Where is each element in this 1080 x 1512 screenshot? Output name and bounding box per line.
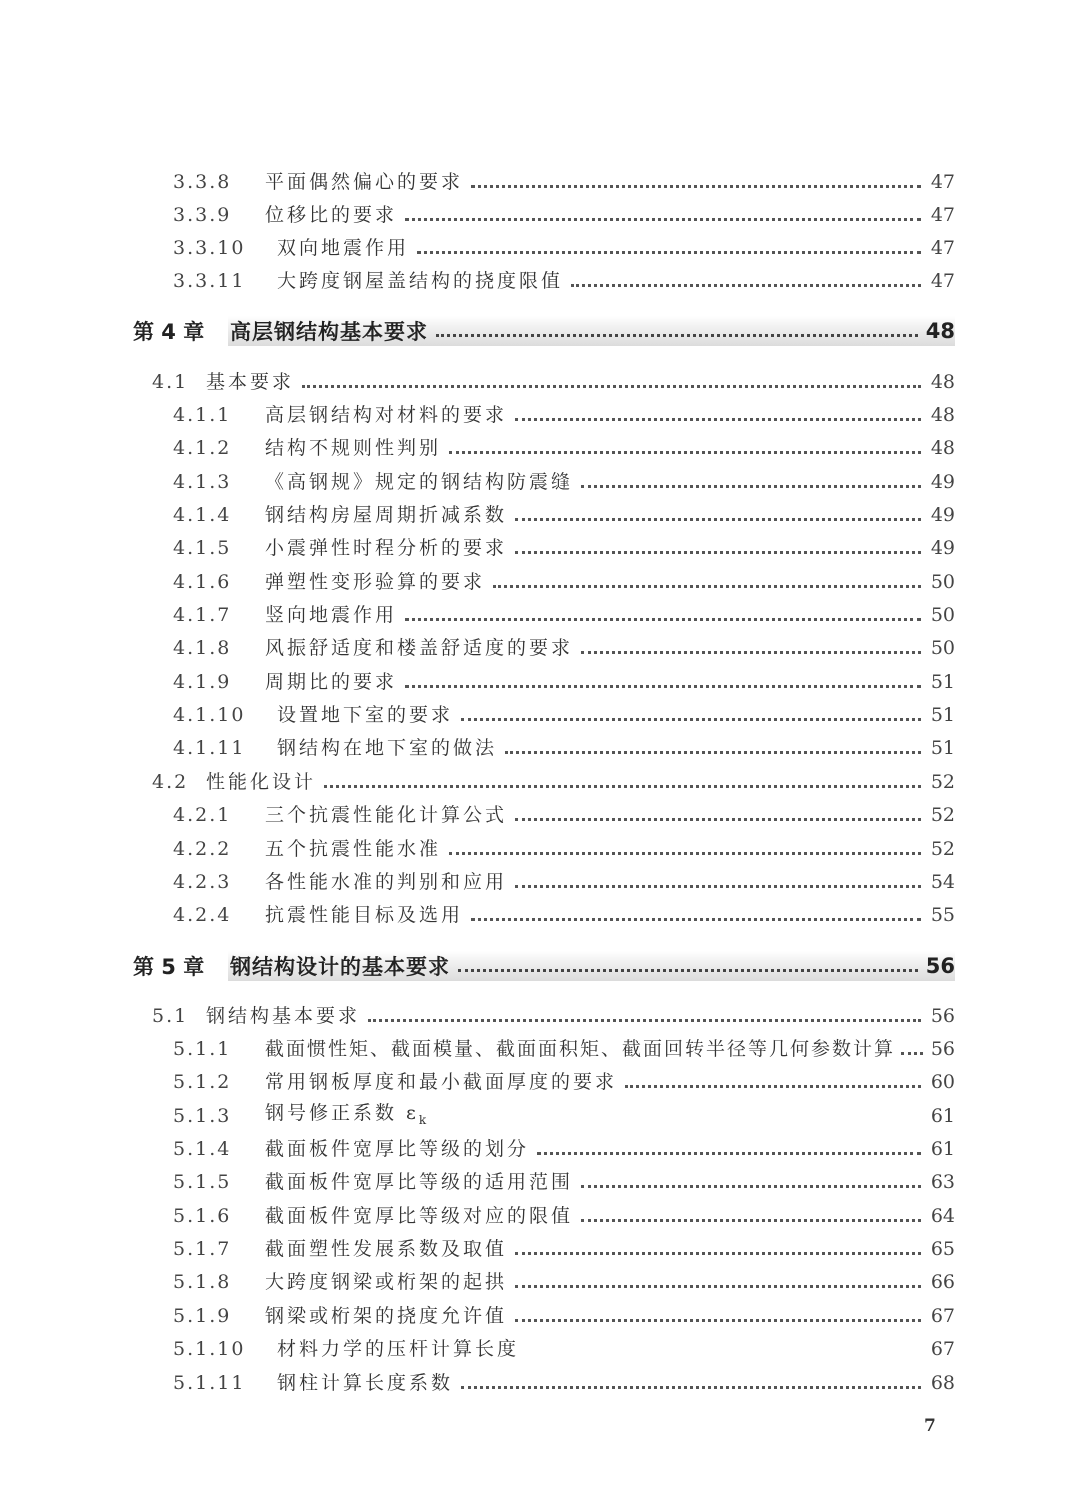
dot-leader xyxy=(581,1185,921,1188)
entry-number: 4.2.2 xyxy=(173,838,232,860)
entry-title: 截面板件宽厚比等级对应的限值 xyxy=(265,1205,574,1227)
chapter-title: 钢结构设计的基本要求 xyxy=(230,955,450,979)
entry-number: 4.1.10 xyxy=(173,704,246,726)
entry-title: 五个抗震性能水准 xyxy=(265,838,442,860)
entry-title: 常用钢板厚度和最小截面厚度的要求 xyxy=(265,1071,618,1093)
dot-leader xyxy=(449,451,921,454)
dot-leader xyxy=(581,1219,921,1222)
entry-page: 49 xyxy=(930,471,955,493)
toc-entry[interactable] xyxy=(173,567,955,597)
toc-section[interactable] xyxy=(152,1001,955,1031)
dot-leader xyxy=(515,418,921,421)
entry-page: 48 xyxy=(930,404,955,426)
entry-number: 4.1.8 xyxy=(173,637,232,659)
dot-leader xyxy=(405,618,921,621)
entry-number: 4.2.4 xyxy=(173,904,232,926)
entry-page: 61 xyxy=(930,1105,955,1127)
chapter-heading[interactable] xyxy=(133,316,955,346)
toc-entry[interactable] xyxy=(173,500,955,530)
entry-number: 4.1.6 xyxy=(173,571,232,593)
toc-entry[interactable] xyxy=(173,400,955,430)
entry-number: 5.1.9 xyxy=(173,1305,232,1327)
dot-leader xyxy=(461,1386,921,1389)
section-number: 4.2 xyxy=(152,771,189,793)
dot-leader xyxy=(437,1119,921,1122)
entry-page: 48 xyxy=(930,437,955,459)
entry-title: 大跨度钢梁或桁架的起拱 xyxy=(265,1271,508,1293)
entry-title: 风振舒适度和楼盖舒适度的要求 xyxy=(265,637,574,659)
dot-leader xyxy=(461,718,921,721)
entry-number: 5.1.2 xyxy=(173,1071,232,1093)
chapter-label: 第 4 章 xyxy=(133,320,205,344)
entry-title: 结构不规则性判别 xyxy=(265,437,442,459)
entry-number: 5.1.3 xyxy=(173,1105,232,1127)
entry-number: 4.1.4 xyxy=(173,504,232,526)
toc-entry[interactable] xyxy=(173,1234,955,1264)
dot-leader xyxy=(458,969,918,972)
toc-entry[interactable] xyxy=(173,1267,955,1297)
dot-leader xyxy=(493,585,921,588)
entry-page: 51 xyxy=(930,704,955,726)
entry-page: 52 xyxy=(930,838,955,860)
chapter-label: 第 5 章 xyxy=(133,955,205,979)
toc-entry[interactable] xyxy=(173,167,955,197)
section-title: 性能化设计 xyxy=(206,771,317,793)
toc-section[interactable] xyxy=(152,367,955,397)
entry-number: 4.1.1 xyxy=(173,404,232,426)
section-page: 56 xyxy=(930,1005,955,1027)
entry-page: 47 xyxy=(930,237,955,259)
toc-entry[interactable] xyxy=(173,600,955,630)
entry-page: 47 xyxy=(930,171,955,193)
dot-leader xyxy=(436,334,918,337)
entry-number: 3.3.10 xyxy=(173,237,246,259)
entry-number: 5.1.7 xyxy=(173,1238,232,1260)
toc-entry[interactable] xyxy=(173,633,955,663)
entry-number: 4.2.3 xyxy=(173,871,232,893)
section-page: 48 xyxy=(930,371,955,393)
entry-page: 66 xyxy=(930,1271,955,1293)
dot-leader xyxy=(324,785,921,788)
entry-title: 三个抗震性能化计算公式 xyxy=(265,804,508,826)
entry-title: 抗震性能目标及选用 xyxy=(265,904,464,926)
toc-entry[interactable] xyxy=(173,467,955,497)
entry-number: 4.1.2 xyxy=(173,437,232,459)
entry-page: 56 xyxy=(930,1038,955,1060)
toc-entry[interactable] xyxy=(173,1334,955,1364)
entry-title: 大跨度钢屋盖结构的挠度限值 xyxy=(277,270,564,292)
dot-leader xyxy=(405,218,921,221)
chapter-page: 48 xyxy=(925,319,955,343)
section-number: 5.1 xyxy=(152,1005,189,1027)
dot-leader xyxy=(471,185,921,188)
entry-title-text: 钢号修正系数 ε xyxy=(265,1101,419,1124)
entry-title: 钢结构在地下室的做法 xyxy=(277,737,498,759)
entry-page: 51 xyxy=(930,671,955,693)
chapter-title: 高层钢结构基本要求 xyxy=(230,320,428,344)
toc-entry[interactable] xyxy=(173,1134,955,1164)
toc-entry[interactable] xyxy=(173,1167,955,1197)
entry-title: 截面板件宽厚比等级的划分 xyxy=(265,1138,530,1160)
dot-leader xyxy=(515,518,921,521)
entry-number: 4.1.11 xyxy=(173,737,246,759)
entry-page: 65 xyxy=(930,1238,955,1260)
entry-page: 61 xyxy=(930,1138,955,1160)
entry-title: 平面偶然偏心的要求 xyxy=(265,171,464,193)
entry-number: 4.1.3 xyxy=(173,471,232,493)
dot-leader xyxy=(449,852,921,855)
entry-page: 68 xyxy=(930,1372,955,1394)
entry-title: 双向地震作用 xyxy=(277,237,410,259)
toc-entry[interactable] xyxy=(173,700,955,730)
entry-number: 4.2.1 xyxy=(173,804,232,826)
entry-page: 50 xyxy=(930,571,955,593)
entry-number: 4.1.9 xyxy=(173,671,232,693)
entry-title: 周期比的要求 xyxy=(265,671,398,693)
chapter-heading[interactable] xyxy=(133,951,955,981)
toc-entry[interactable] xyxy=(173,667,955,697)
entry-number: 5.1.11 xyxy=(173,1372,246,1394)
dot-leader xyxy=(515,1285,921,1288)
entry-title: 设置地下室的要求 xyxy=(277,704,454,726)
entry-title: 截面塑性发展系数及取值 xyxy=(265,1238,508,1260)
entry-title: 截面惯性矩、截面模量、截面面积矩、截面回转半径等几何参数计算 xyxy=(265,1038,896,1060)
toc-entry[interactable] xyxy=(173,1201,955,1231)
toc-entry[interactable] xyxy=(173,800,955,830)
toc-entry[interactable] xyxy=(173,834,955,864)
entry-title: 钢梁或桁架的挠度允许值 xyxy=(265,1305,508,1327)
entry-title: 钢柱计算长度系数 xyxy=(277,1372,454,1394)
dot-leader xyxy=(368,1019,921,1022)
entry-page: 64 xyxy=(930,1205,955,1227)
toc-entry[interactable] xyxy=(173,733,955,763)
entry-title: 位移比的要求 xyxy=(265,204,398,226)
dot-leader xyxy=(901,1052,923,1055)
entry-page: 52 xyxy=(930,804,955,826)
entry-page: 67 xyxy=(930,1305,955,1327)
dot-leader xyxy=(417,251,921,254)
chapter-band xyxy=(228,316,955,346)
entry-number: 5.1.6 xyxy=(173,1205,232,1227)
toc-entry[interactable] xyxy=(173,867,955,897)
entry-page: 50 xyxy=(930,637,955,659)
toc-entry[interactable] xyxy=(173,233,955,263)
entry-page: 49 xyxy=(930,537,955,559)
entry-number: 5.1.5 xyxy=(173,1171,232,1193)
entry-number: 5.1.1 xyxy=(173,1038,232,1060)
toc-section[interactable] xyxy=(152,767,955,797)
dot-leader xyxy=(527,1352,921,1355)
toc-entry[interactable] xyxy=(173,900,955,930)
entry-title xyxy=(249,1098,429,1135)
entry-number: 3.3.11 xyxy=(173,270,246,292)
toc-entry[interactable] xyxy=(173,1101,955,1131)
section-title: 钢结构基本要求 xyxy=(206,1005,361,1027)
entry-title: 钢结构房屋周期折减系数 xyxy=(265,504,508,526)
dot-leader xyxy=(515,818,921,821)
entry-number: 4.1.5 xyxy=(173,537,232,559)
chapter-band xyxy=(228,951,955,981)
entry-page: 51 xyxy=(930,737,955,759)
entry-number: 3.3.9 xyxy=(173,204,232,226)
entry-page: 47 xyxy=(930,204,955,226)
dot-leader xyxy=(515,885,921,888)
entry-page: 49 xyxy=(930,504,955,526)
section-title: 基本要求 xyxy=(206,371,295,393)
dot-leader xyxy=(581,485,921,488)
entry-number: 5.1.8 xyxy=(173,1271,232,1293)
entry-title: 《高钢规》规定的钢结构防震缝 xyxy=(265,471,574,493)
dot-leader xyxy=(571,284,921,287)
dot-leader xyxy=(471,918,921,921)
entry-page: 47 xyxy=(930,270,955,292)
toc-entry[interactable] xyxy=(173,1368,955,1398)
dot-leader xyxy=(515,551,921,554)
entry-title: 弹塑性变形验算的要求 xyxy=(265,571,486,593)
dot-leader xyxy=(537,1152,921,1155)
epsilon-subscript: k xyxy=(418,1112,430,1127)
toc-entry[interactable] xyxy=(173,1301,955,1331)
entry-page: 60 xyxy=(930,1071,955,1093)
dot-leader xyxy=(515,1319,921,1322)
entry-title: 各性能水准的判别和应用 xyxy=(265,871,508,893)
section-page: 52 xyxy=(930,771,955,793)
entry-number: 3.3.8 xyxy=(173,171,232,193)
entry-number: 5.1.4 xyxy=(173,1138,232,1160)
entry-title: 截面板件宽厚比等级的适用范围 xyxy=(265,1171,574,1193)
dot-leader xyxy=(581,651,921,654)
entry-page: 50 xyxy=(930,604,955,626)
entry-page: 63 xyxy=(930,1171,955,1193)
entry-title: 小震弹性时程分析的要求 xyxy=(265,537,508,559)
entry-title: 材料力学的压杆计算长度 xyxy=(277,1338,520,1360)
toc-entry[interactable] xyxy=(173,1034,955,1064)
entry-page: 55 xyxy=(930,904,955,926)
toc-entry[interactable] xyxy=(173,1067,955,1097)
entry-page: 54 xyxy=(930,871,955,893)
dot-leader xyxy=(405,685,921,688)
dot-leader xyxy=(515,1252,921,1255)
dot-leader xyxy=(505,751,921,754)
page-number: 7 xyxy=(924,1416,936,1436)
toc-entry[interactable] xyxy=(173,433,955,463)
toc-entry[interactable] xyxy=(173,200,955,230)
entry-number: 5.1.10 xyxy=(173,1338,246,1360)
entry-number: 4.1.7 xyxy=(173,604,232,626)
chapter-page: 56 xyxy=(925,954,955,978)
entry-title: 竖向地震作用 xyxy=(265,604,398,626)
dot-leader xyxy=(625,1085,921,1088)
entry-page: 67 xyxy=(930,1338,955,1360)
entry-title: 高层钢结构对材料的要求 xyxy=(265,404,508,426)
dot-leader xyxy=(302,385,921,388)
section-number: 4.1 xyxy=(152,371,189,393)
toc-entry[interactable] xyxy=(173,533,955,563)
toc-entry[interactable] xyxy=(173,266,955,296)
